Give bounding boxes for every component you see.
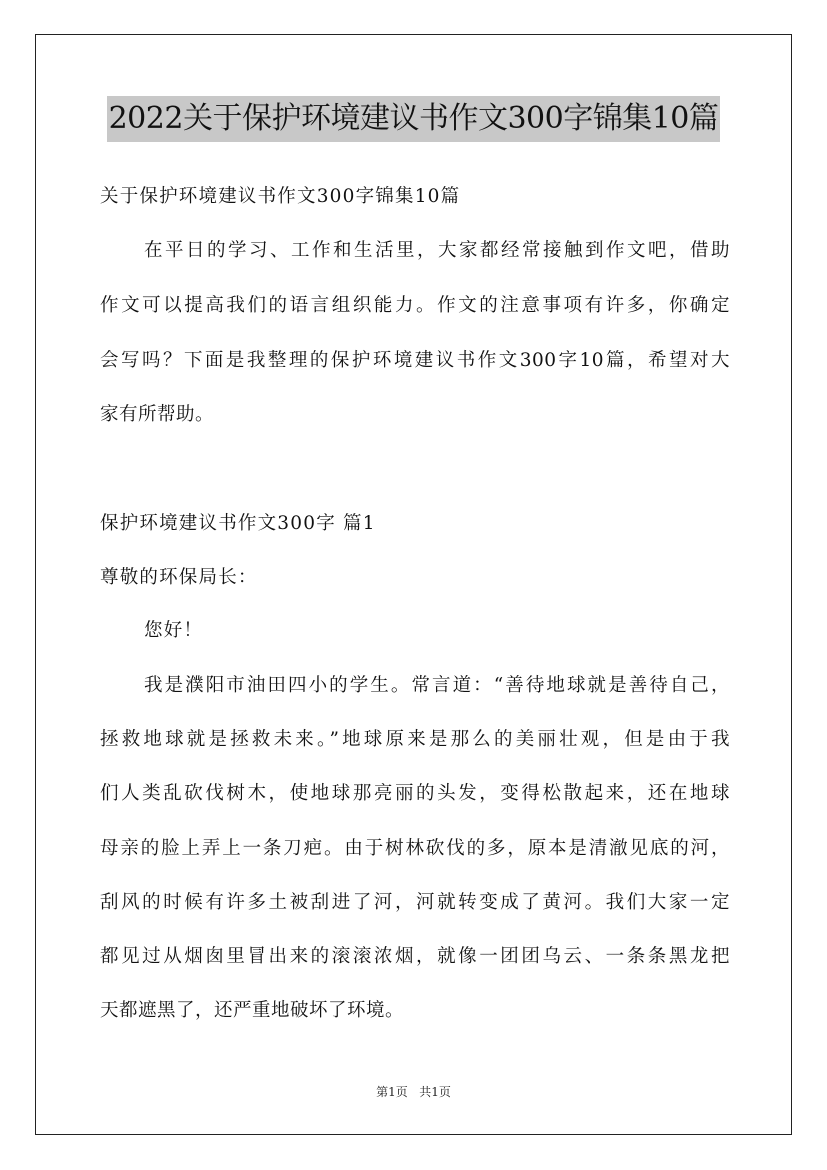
intro-line: 在平日的学习、工作和生活里，大家都经常接触到作文吧，借助 <box>144 240 730 261</box>
body-line: 们人类乱砍伐树木，使地球那亮丽的头发，变得松散起来，还在地球 <box>100 783 730 804</box>
body-line: 都见过从烟囱里冒出来的滚滚浓烟，就像一团团乌云、一条条黑龙把 <box>100 946 730 967</box>
greeting: 您好！ <box>144 620 204 641</box>
body-line: 天都遮黑了，还严重地破坏了环境。 <box>100 1000 405 1021</box>
intro-line: 家有所帮助。 <box>100 404 215 425</box>
intro-line: 作文可以提高我们的语言组织能力。作文的注意事项有许多，你确定 <box>100 295 730 316</box>
subtitle: 关于保护环境建议书作文300字锦集10篇 <box>100 186 461 207</box>
intro-line: 会写吗？下面是我整理的保护环境建议书作文300字10篇，希望对大 <box>100 350 730 371</box>
salutation: 尊敬的环保局长： <box>100 567 258 588</box>
document-title: 2022关于保护环境建议书作文300字锦集10篇 <box>107 96 721 142</box>
page-number: 第1页 <box>376 1085 408 1099</box>
title-container <box>0 96 827 142</box>
body-line: 我是濮阳市油田四小的学生。常言道：“善待地球就是善待自己， <box>144 675 730 696</box>
body-line: 拯救地球就是拯救未来。”地球原来是那么的美丽壮观，但是由于我 <box>100 729 730 750</box>
body-line: 刮风的时候有许多土被刮进了河，河就转变成了黄河。我们大家一定 <box>100 892 730 913</box>
page-total: 共1页 <box>419 1085 451 1099</box>
section-heading: 保护环境建议书作文300字 篇1 <box>100 513 376 534</box>
body-line: 母亲的脸上弄上一条刀疤。由于树林砍伐的多，原本是清澈见底的河， <box>100 838 730 859</box>
page-footer <box>0 1083 827 1100</box>
